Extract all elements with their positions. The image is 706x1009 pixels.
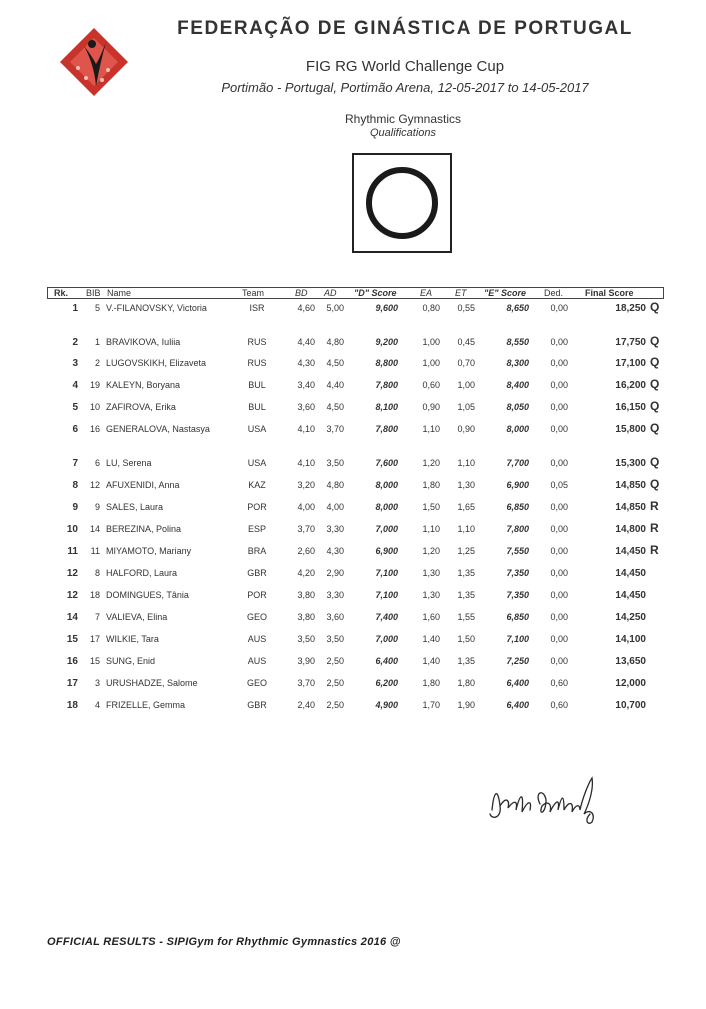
- qualification-mark: Q: [650, 355, 660, 369]
- ea-cell: 1,00: [422, 337, 440, 347]
- discipline-label: Rhythmic Gymnastics: [344, 112, 462, 126]
- e-score-cell: 8,000: [506, 424, 529, 434]
- deduction-cell: 0,00: [550, 458, 568, 468]
- team-cell: GBR: [247, 700, 267, 710]
- athlete-name-cell: LU, Serena: [106, 458, 152, 468]
- deduction-cell: 0,00: [550, 424, 568, 434]
- qualification-mark: Q: [650, 334, 660, 348]
- team-cell: GBR: [247, 568, 267, 578]
- athlete-name-cell: VALIEVA, Elina: [106, 612, 168, 622]
- bib-cell: 6: [94, 458, 100, 468]
- ad-cell: 2,50: [326, 700, 344, 710]
- team-cell: RUS: [247, 358, 267, 368]
- et-cell: 1,65: [457, 502, 475, 512]
- rank-cell: 8: [72, 480, 78, 491]
- et-cell: 1,90: [457, 700, 475, 710]
- et-cell: 1,25: [457, 546, 475, 556]
- rank-cell: 11: [67, 546, 78, 557]
- rank-cell: 7: [72, 458, 78, 469]
- deduction-cell: 0,00: [550, 358, 568, 368]
- athlete-name-cell: AFUXENIDI, Anna: [106, 480, 180, 490]
- qualification-mark: Q: [650, 421, 660, 435]
- qualification-mark: Q: [650, 455, 660, 469]
- ad-cell: 2,90: [326, 568, 344, 578]
- d-score-cell: 6,200: [375, 678, 398, 688]
- qualification-mark: Q: [650, 477, 660, 491]
- ea-cell: 0,90: [422, 402, 440, 412]
- col-rank: Rk.: [54, 288, 69, 298]
- d-score-cell: 7,100: [375, 568, 398, 578]
- bib-cell: 16: [89, 424, 100, 434]
- col-bib: BIB: [86, 288, 101, 298]
- d-score-cell: 7,600: [375, 458, 398, 468]
- final-score-cell: 18,250: [615, 303, 646, 314]
- bd-cell: 3,50: [297, 634, 315, 644]
- bd-cell: 4,10: [297, 458, 315, 468]
- col-final-score: Final Score: [585, 288, 634, 298]
- et-cell: 1,10: [457, 524, 475, 534]
- ea-cell: 1,10: [422, 424, 440, 434]
- et-cell: 0,70: [457, 358, 475, 368]
- final-score-cell: 12,000: [615, 678, 646, 689]
- col-deduction: Ded.: [544, 288, 564, 298]
- ea-cell: 1,30: [422, 568, 440, 578]
- rank-cell: 17: [66, 678, 78, 689]
- deduction-cell: 0,00: [550, 303, 568, 313]
- et-cell: 1,30: [457, 480, 475, 490]
- final-score-cell: 14,850: [615, 480, 646, 491]
- qualification-mark: R: [650, 499, 659, 513]
- final-score-cell: 17,100: [615, 358, 646, 369]
- d-score-cell: 7,000: [375, 524, 398, 534]
- col-e-score: "E" Score: [484, 288, 527, 298]
- final-score-cell: 14,800: [615, 524, 646, 535]
- rank-cell: 14: [66, 612, 78, 623]
- ad-cell: 3,50: [326, 634, 344, 644]
- bd-cell: 3,90: [297, 656, 315, 666]
- deduction-cell: 0,00: [550, 524, 568, 534]
- final-score-cell: 15,800: [615, 424, 646, 435]
- athlete-name-cell: LUGOVSKIKH, Elizaveta: [106, 358, 207, 368]
- athlete-name-cell: WILKIE, Tara: [106, 634, 159, 644]
- hoop-icon: [352, 153, 452, 253]
- bib-cell: 10: [89, 402, 100, 412]
- e-score-cell: 8,650: [506, 303, 529, 313]
- team-cell: POR: [247, 590, 267, 600]
- final-score-cell: 14,850: [615, 502, 646, 513]
- ea-cell: 1,80: [422, 678, 440, 688]
- ea-cell: 1,00: [422, 358, 440, 368]
- bib-cell: 1: [94, 337, 100, 347]
- e-score-cell: 7,100: [506, 634, 529, 644]
- rank-cell: 5: [72, 402, 78, 413]
- deduction-cell: 0,00: [550, 634, 568, 644]
- e-score-cell: 7,800: [506, 524, 529, 534]
- rank-cell: 3: [72, 358, 78, 369]
- deduction-cell: 0,05: [550, 480, 568, 490]
- ea-cell: 1,40: [422, 634, 440, 644]
- bd-cell: 4,40: [297, 337, 315, 347]
- final-score-cell: 15,300: [615, 458, 646, 469]
- judge-signature: [484, 770, 624, 830]
- rank-cell: 2: [72, 337, 78, 348]
- d-score-cell: 4,900: [375, 700, 398, 710]
- d-score-cell: 8,000: [375, 480, 398, 490]
- bd-cell: 3,70: [297, 524, 315, 534]
- athlete-name-cell: ZAFIROVA, Erika: [106, 402, 176, 412]
- e-score-cell: 6,900: [506, 480, 529, 490]
- d-score-cell: 9,600: [375, 303, 398, 313]
- athlete-name-cell: SUNG, Enid: [106, 656, 156, 666]
- ad-cell: 4,00: [326, 502, 344, 512]
- team-cell: USA: [247, 458, 267, 468]
- deduction-cell: 0,00: [550, 590, 568, 600]
- athlete-name-cell: BEREZINA, Polina: [106, 524, 182, 534]
- d-score-cell: 8,100: [375, 402, 398, 412]
- bd-cell: 4,30: [297, 358, 315, 368]
- ea-cell: 1,20: [422, 546, 440, 556]
- e-score-cell: 8,400: [506, 380, 529, 390]
- d-score-cell: 8,800: [375, 358, 398, 368]
- bib-cell: 17: [89, 634, 100, 644]
- ad-cell: 3,30: [326, 524, 344, 534]
- rank-cell: 18: [66, 700, 78, 711]
- team-cell: BUL: [248, 380, 266, 390]
- athlete-name-cell: GENERALOVA, Nastasya: [106, 424, 210, 434]
- bib-cell: 8: [94, 568, 100, 578]
- ea-cell: 1,60: [422, 612, 440, 622]
- ad-cell: 3,50: [326, 458, 344, 468]
- et-cell: 1,05: [457, 402, 475, 412]
- athlete-name-cell: URUSHADZE, Salome: [106, 678, 198, 688]
- team-cell: RUS: [247, 337, 267, 347]
- bib-cell: 12: [89, 480, 100, 490]
- ea-cell: 1,70: [422, 700, 440, 710]
- athlete-name-cell: HALFORD, Laura: [106, 568, 178, 578]
- final-score-cell: 14,100: [615, 634, 646, 645]
- ad-cell: 4,50: [326, 402, 344, 412]
- d-score-cell: 8,000: [375, 502, 398, 512]
- d-score-cell: 7,100: [375, 590, 398, 600]
- ea-cell: 1,80: [422, 480, 440, 490]
- event-venue-dates: Portimão - Portugal, Portimão Arena, 12-05-2017 to 14-05-2017: [221, 80, 589, 95]
- bd-cell: 3,20: [297, 480, 315, 490]
- ad-cell: 3,30: [326, 590, 344, 600]
- athlete-name-cell: KALEYN, Boryana: [106, 380, 181, 390]
- rank-cell: 12: [66, 590, 78, 601]
- col-bd: BD: [295, 288, 308, 298]
- rank-cell: 10: [66, 524, 78, 535]
- et-cell: 1,55: [457, 612, 475, 622]
- deduction-cell: 0,00: [550, 380, 568, 390]
- ad-cell: 3,70: [326, 424, 344, 434]
- rank-cell: 6: [72, 424, 78, 435]
- ad-cell: 3,60: [326, 612, 344, 622]
- d-score-cell: 7,400: [375, 612, 398, 622]
- bd-cell: 4,20: [297, 568, 315, 578]
- federation-title: FEDERAÇÃO DE GINÁSTICA DE PORTUGAL: [177, 18, 633, 39]
- e-score-cell: 7,550: [506, 546, 529, 556]
- bib-cell: 14: [89, 524, 100, 534]
- bd-cell: 4,00: [297, 502, 315, 512]
- bib-cell: 4: [94, 700, 100, 710]
- bd-cell: 3,80: [297, 590, 315, 600]
- event-name: FIG RG World Challenge Cup: [305, 58, 505, 75]
- col-team: Team: [242, 288, 265, 298]
- ea-cell: 1,50: [422, 502, 440, 512]
- deduction-cell: 0,60: [550, 700, 568, 710]
- e-score-cell: 8,300: [506, 358, 529, 368]
- ea-cell: 1,10: [422, 524, 440, 534]
- d-score-cell: 6,900: [375, 546, 398, 556]
- final-score-cell: 17,750: [615, 337, 646, 348]
- bd-cell: 3,40: [297, 380, 315, 390]
- ad-cell: 4,80: [326, 337, 344, 347]
- bd-cell: 2,60: [297, 546, 315, 556]
- ad-cell: 2,50: [326, 656, 344, 666]
- et-cell: 1,10: [457, 458, 475, 468]
- team-cell: AUS: [247, 656, 267, 666]
- col-et: ET: [455, 288, 467, 298]
- d-score-cell: 7,000: [375, 634, 398, 644]
- ea-cell: 1,20: [422, 458, 440, 468]
- rank-cell: 16: [66, 656, 78, 667]
- et-cell: 1,50: [457, 634, 475, 644]
- ad-cell: 4,30: [326, 546, 344, 556]
- et-cell: 0,45: [457, 337, 475, 347]
- bib-cell: 19: [89, 380, 100, 390]
- bib-cell: 9: [94, 502, 100, 512]
- qualification-mark: R: [650, 543, 659, 557]
- ad-cell: 5,00: [326, 303, 344, 313]
- et-cell: 1,00: [457, 380, 475, 390]
- e-score-cell: 6,400: [506, 678, 529, 688]
- footer-official-results: OFFICIAL RESULTS - SIPIGym for Rhythmic Gymnastics 2016 @: [47, 936, 401, 948]
- qualification-mark: Q: [650, 399, 660, 413]
- final-score-cell: 16,200: [615, 380, 646, 391]
- ad-cell: 2,50: [326, 678, 344, 688]
- rank-cell: 12: [66, 568, 78, 579]
- athlete-name-cell: V.-FILANOVSKY, Victoria: [106, 303, 207, 313]
- bib-cell: 11: [90, 546, 100, 556]
- e-score-cell: 7,250: [506, 656, 529, 666]
- deduction-cell: 0,00: [550, 612, 568, 622]
- final-score-cell: 10,700: [615, 700, 646, 711]
- team-cell: USA: [247, 424, 267, 434]
- deduction-cell: 0,00: [550, 502, 568, 512]
- d-score-cell: 7,800: [375, 380, 398, 390]
- et-cell: 0,55: [457, 303, 475, 313]
- ea-cell: 1,30: [422, 590, 440, 600]
- bib-cell: 3: [94, 678, 100, 688]
- col-ad: AD: [324, 288, 337, 298]
- team-cell: GEO: [246, 612, 267, 622]
- et-cell: 1,80: [457, 678, 475, 688]
- bd-cell: 4,10: [297, 424, 315, 434]
- final-score-cell: 14,250: [615, 612, 646, 623]
- team-cell: ISR: [249, 303, 265, 313]
- rank-cell: 15: [66, 634, 78, 645]
- bib-cell: 18: [89, 590, 100, 600]
- e-score-cell: 7,350: [506, 590, 529, 600]
- bib-cell: 5: [94, 303, 100, 313]
- results-table-header: [47, 287, 664, 299]
- ad-cell: 4,50: [326, 358, 344, 368]
- rank-cell: 9: [72, 502, 78, 513]
- team-cell: GEO: [246, 678, 267, 688]
- qualification-mark: Q: [650, 377, 660, 391]
- qualification-mark: R: [650, 521, 659, 535]
- bd-cell: 3,80: [297, 612, 315, 622]
- team-cell: BRA: [247, 546, 267, 556]
- deduction-cell: 0,00: [550, 656, 568, 666]
- col-d-score: "D" Score: [354, 288, 397, 298]
- col-ea: EA: [420, 288, 433, 298]
- final-score-cell: 16,150: [615, 402, 646, 413]
- bd-cell: 3,70: [297, 678, 315, 688]
- et-cell: 1,35: [457, 590, 475, 600]
- et-cell: 0,90: [457, 424, 475, 434]
- bib-cell: 15: [89, 656, 100, 666]
- e-score-cell: 7,350: [506, 568, 529, 578]
- ea-cell: 1,40: [422, 656, 440, 666]
- qualification-mark: Q: [650, 300, 660, 314]
- deduction-cell: 0,00: [550, 337, 568, 347]
- rank-cell: 1: [72, 303, 78, 314]
- team-cell: KAZ: [248, 480, 266, 490]
- deduction-cell: 0,00: [550, 568, 568, 578]
- athlete-name-cell: DOMINGUES, Tânia: [106, 590, 189, 600]
- deduction-cell: 0,00: [550, 546, 568, 556]
- team-cell: AUS: [247, 634, 267, 644]
- bib-cell: 2: [94, 358, 100, 368]
- final-score-cell: 14,450: [615, 546, 646, 557]
- phase-label: Qualifications: [369, 127, 437, 139]
- et-cell: 1,35: [457, 568, 475, 578]
- col-name: Name: [107, 288, 132, 298]
- athlete-name-cell: MIYAMOTO, Mariany: [106, 546, 192, 556]
- e-score-cell: 6,400: [506, 700, 529, 710]
- deduction-cell: 0,00: [550, 402, 568, 412]
- ea-cell: 0,60: [422, 380, 440, 390]
- rank-cell: 4: [72, 380, 78, 391]
- d-score-cell: 9,200: [375, 337, 398, 347]
- e-score-cell: 6,850: [506, 502, 529, 512]
- athlete-name-cell: BRAVIKOVA, Iuliia: [106, 337, 181, 347]
- bd-cell: 4,60: [297, 303, 315, 313]
- et-cell: 1,35: [457, 656, 475, 666]
- e-score-cell: 8,550: [506, 337, 529, 347]
- final-score-cell: 13,650: [615, 656, 646, 667]
- d-score-cell: 6,400: [375, 656, 398, 666]
- bib-cell: 7: [94, 612, 100, 622]
- e-score-cell: 7,700: [506, 458, 529, 468]
- team-cell: ESP: [247, 524, 266, 534]
- federation-logo: [56, 24, 132, 100]
- team-cell: POR: [247, 502, 267, 512]
- athlete-name-cell: SALES, Laura: [106, 502, 164, 512]
- deduction-cell: 0,60: [550, 678, 568, 688]
- ad-cell: 4,40: [326, 380, 344, 390]
- final-score-cell: 14,450: [615, 568, 646, 579]
- e-score-cell: 6,850: [506, 612, 529, 622]
- ad-cell: 4,80: [326, 480, 344, 490]
- e-score-cell: 8,050: [506, 402, 529, 412]
- final-score-cell: 14,450: [615, 590, 646, 601]
- d-score-cell: 7,800: [375, 424, 398, 434]
- team-cell: BUL: [248, 402, 266, 412]
- ea-cell: 0,80: [422, 303, 440, 313]
- athlete-name-cell: FRIZELLE, Gemma: [106, 700, 186, 710]
- bd-cell: 2,40: [297, 700, 315, 710]
- bd-cell: 3,60: [297, 402, 315, 412]
